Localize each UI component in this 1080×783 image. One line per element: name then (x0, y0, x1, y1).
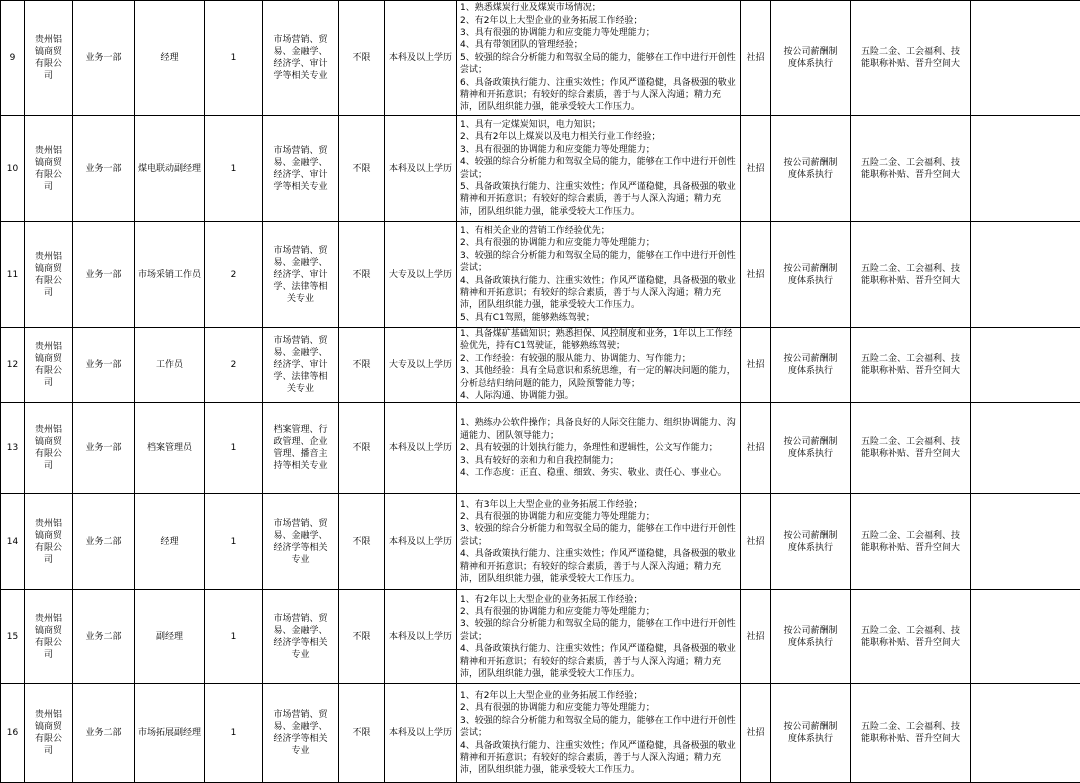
cell-company (25, 1, 73, 116)
cell-requirements-text: 1、熟悉煤炭行业及煤炭市场情况； 2、有2年以上大型企业的业务拓展工作经验； 3、具有很强的协调能力和应变能力等处理能力； 4、具有带领团队的管理经验； 5、较强的综合分析能力和驾驭全局的能力，能够在工作中进行开创性尝试； 6、具备政策执行能力、注重实效性；作风严谨稳健，具备极强的敬业精神和开拓意识；有较好的综合素质，善于与人深入沟通；精力充沛，团队组织能力强，能承受较大工作压力。 (460, 3, 736, 112)
cell-position (135, 328, 205, 403)
cell-position-text: 经理 (160, 537, 178, 547)
cell-position (135, 590, 205, 684)
cell-position-text: 煤电联动副经理 (138, 164, 201, 174)
cell-recruit-method (741, 494, 771, 590)
cell-salary (771, 328, 851, 403)
cell-age-text: 不限 (352, 443, 370, 453)
cell-headcount (205, 116, 263, 222)
cell-recruit-method (741, 222, 771, 328)
cell-salary (771, 1, 851, 116)
cell-education (385, 684, 457, 783)
cell-headcount-text: 1 (231, 164, 237, 174)
cell-department (73, 494, 135, 590)
cell-benefits (851, 684, 971, 783)
cell-age (339, 1, 385, 116)
cell-benefits-text: 五险二金、工会福利、技能职称补贴、晋升空间大 (861, 722, 960, 744)
cell-remark (971, 403, 1080, 494)
cell-education (385, 222, 457, 328)
cell-requirements (457, 494, 741, 590)
cell-company (25, 494, 73, 590)
cell-major (263, 1, 339, 116)
cell-benefits-text: 五险二金、工会福利、技能职称补贴、晋升空间大 (861, 354, 960, 376)
cell-major-text: 市场营销、贸易、金融学、经济学、审计学等相关专业 (273, 146, 327, 192)
cell-age (339, 222, 385, 328)
cell-requirements-text: 1、有相关企业的营销工作经验优先； 2、具有很强的协调能力和应变能力等处理能力； 3、较强的综合分析能力和驾驭全局的能力，能够在工作中进行开创性尝试； 4、具备政策执行能力、注重实效性；作风严谨稳健，具备极强的敬业精神和开拓意识；有较好的综合素质，善于与人深入沟通；精力充沛，团队组织能力强，能承受较大工作压力。 5、具有C1驾照，能够熟练驾驶； (460, 226, 736, 323)
cell-recruit-method-text: 社招 (746, 443, 764, 453)
cell-department (73, 1, 135, 116)
cell-recruit-method (741, 590, 771, 684)
cell-salary-text: 按公司薪酬制度体系执行 (783, 626, 837, 648)
cell-salary (771, 684, 851, 783)
cell-remark (971, 684, 1080, 783)
cell-salary-text: 按公司薪酬制度体系执行 (783, 437, 837, 459)
cell-age-text: 不限 (352, 164, 370, 174)
cell-benefits (851, 494, 971, 590)
cell-position (135, 494, 205, 590)
cell-requirements-text: 1、具有一定煤炭知识，电力知识； 2、具有2年以上煤炭以及电力相关行业工作经验； 3、具有很强的协调能力和应变能力等处理能力； 4、较强的综合分析能力和驾驭全局的能力，能够在工作中进行开创性尝试； 5、具备政策执行能力、注重实效性；作风严谨稳健，具备极强的敬业精神和开拓意识；有较好的综合素质，善于与人深入沟通；精力充沛，团队组织能力强，能承受较大工作压力。 (460, 120, 736, 217)
cell-benefits (851, 590, 971, 684)
cell-salary-text: 按公司薪酬制度体系执行 (783, 531, 837, 553)
cell-department-text: 业务二部 (85, 537, 121, 547)
cell-major-text: 市场营销、贸易、金融学、经济学等相关专业 (273, 614, 327, 660)
cell-company-text: 贵州铝镐商贸有限公司 (35, 710, 62, 756)
cell-headcount (205, 590, 263, 684)
cell-number-text: 11 (7, 270, 18, 280)
cell-number-text: 16 (7, 728, 18, 738)
cell-benefits-text: 五险二金、工会福利、技能职称补贴、晋升空间大 (861, 626, 960, 648)
cell-headcount-text: 1 (231, 53, 237, 63)
cell-requirements-text: 1、有2年以上大型企业的业务拓展工作经验； 2、具有很强的协调能力和应变能力等处理能力； 3、较强的综合分析能力和驾驭全局的能力，能够在工作中进行开创性尝试； 4、具备政策执行能力、注重实效性；作风严谨稳健，具备极强的敬业精神和开拓意识；有较好的综合素质，善于与人深入沟通；精力充沛，团队组织能力强，能承受较大工作压力。 (460, 595, 736, 679)
cell-remark (971, 1, 1080, 116)
cell-major-text: 市场营销、贸易、金融学、经济学、审计学、法律等相关专业 (273, 336, 327, 394)
cell-headcount-text: 1 (231, 537, 237, 547)
cell-company-text: 贵州铝镐商贸有限公司 (35, 252, 62, 298)
cell-number-text: 15 (7, 632, 18, 642)
cell-company-text: 贵州铝镐商贸有限公司 (35, 519, 62, 565)
cell-major (263, 590, 339, 684)
cell-number (1, 590, 25, 684)
cell-number (1, 1, 25, 116)
cell-company (25, 116, 73, 222)
cell-recruit-method-text: 社招 (746, 270, 764, 280)
cell-education (385, 328, 457, 403)
cell-company (25, 403, 73, 494)
table-row (1, 684, 1080, 783)
cell-education (385, 1, 457, 116)
cell-company (25, 328, 73, 403)
cell-age-text: 不限 (352, 728, 370, 738)
cell-department-text: 业务二部 (85, 632, 121, 642)
cell-salary (771, 494, 851, 590)
cell-salary (771, 116, 851, 222)
cell-recruit-method (741, 1, 771, 116)
cell-department-text: 业务一部 (85, 443, 121, 453)
cell-position (135, 222, 205, 328)
cell-recruit-method (741, 116, 771, 222)
cell-recruit-method (741, 684, 771, 783)
cell-salary-text: 按公司薪酬制度体系执行 (783, 158, 837, 180)
cell-position (135, 116, 205, 222)
cell-benefits-text: 五险二金、工会福利、技能职称补贴、晋升空间大 (861, 437, 960, 459)
cell-recruit-method-text: 社招 (746, 728, 764, 738)
cell-requirements (457, 222, 741, 328)
cell-company-text: 贵州铝镐商贸有限公司 (35, 35, 62, 81)
cell-benefits-text: 五险二金、工会福利、技能职称补贴、晋升空间大 (861, 158, 960, 180)
cell-major-text: 市场营销、贸易、金融学、经济学等相关专业 (273, 519, 327, 565)
cell-salary-text: 按公司薪酬制度体系执行 (783, 354, 837, 376)
cell-requirements (457, 403, 741, 494)
cell-education-text: 本科及以上学历 (389, 632, 452, 642)
cell-major (263, 403, 339, 494)
cell-salary-text: 按公司薪酬制度体系执行 (783, 264, 837, 286)
cell-requirements-text: 1、熟练办公软件操作；具备良好的人际交往能力、组织协调能力、沟通能力、团队领导能力； 2、具有较强的计划执行能力，条理性和逻辑性，公文写作能力； 3、具有较好的亲和力和自我控制能力； 4、工作态度：正直、稳重、细致、务实、敬业、责任心、事业心。 (460, 418, 736, 478)
cell-requirements (457, 684, 741, 783)
cell-remark (971, 590, 1080, 684)
cell-department (73, 403, 135, 494)
cell-headcount-text: 1 (231, 728, 237, 738)
cell-department (73, 328, 135, 403)
cell-requirements (457, 1, 741, 116)
cell-major (263, 494, 339, 590)
cell-headcount (205, 222, 263, 328)
cell-salary-text: 按公司薪酬制度体系执行 (783, 47, 837, 69)
cell-age-text: 不限 (352, 537, 370, 547)
cell-education-text: 本科及以上学历 (389, 537, 452, 547)
cell-major-text: 档案管理、行政管理、企业管理、播音主持等相关专业 (273, 425, 327, 471)
cell-age (339, 494, 385, 590)
cell-number-text: 14 (7, 537, 18, 547)
cell-benefits (851, 403, 971, 494)
cell-position-text: 经理 (160, 53, 178, 63)
cell-requirements (457, 116, 741, 222)
table-row (1, 403, 1080, 494)
cell-position (135, 684, 205, 783)
cell-age-text: 不限 (352, 360, 370, 370)
cell-company (25, 590, 73, 684)
cell-age (339, 328, 385, 403)
cell-benefits (851, 328, 971, 403)
cell-department-text: 业务一部 (85, 53, 121, 63)
cell-headcount (205, 328, 263, 403)
cell-number-text: 13 (7, 443, 18, 453)
cell-requirements-text: 1、有3年以上大型企业的业务拓展工作经验； 2、具有很强的协调能力和应变能力等处理能力； 3、较强的综合分析能力和驾驭全局的能力，能够在工作中进行开创性尝试； 4、具备政策执行能力、注重实效性；作风严谨稳健，具备极强的敬业精神和开拓意识；有较好的综合素质，善于与人深入沟通；精力充沛，团队组织能力强，能承受较大工作压力。 (460, 500, 736, 584)
cell-company-text: 贵州铝镐商贸有限公司 (35, 425, 62, 471)
cell-headcount (205, 1, 263, 116)
cell-education-text: 本科及以上学历 (389, 443, 452, 453)
cell-age-text: 不限 (352, 53, 370, 63)
cell-education-text: 本科及以上学历 (389, 728, 452, 738)
cell-recruit-method-text: 社招 (746, 360, 764, 370)
cell-remark (971, 222, 1080, 328)
cell-major-text: 市场营销、贸易、金融学、经济学、审计学等相关专业 (273, 35, 327, 81)
cell-recruit-method-text: 社招 (746, 164, 764, 174)
cell-recruit-method-text: 社招 (746, 632, 764, 642)
cell-headcount-text: 1 (231, 443, 237, 453)
cell-education (385, 116, 457, 222)
cell-recruit-method-text: 社招 (746, 53, 764, 63)
cell-age (339, 116, 385, 222)
cell-age (339, 403, 385, 494)
cell-position-text: 档案管理员 (147, 443, 192, 453)
cell-number-text: 10 (7, 164, 18, 174)
cell-department (73, 684, 135, 783)
cell-headcount (205, 403, 263, 494)
cell-major-text: 市场营销、贸易、金融学、经济学等相关专业 (273, 710, 327, 756)
cell-major (263, 328, 339, 403)
cell-number (1, 684, 25, 783)
cell-headcount-text: 2 (231, 270, 237, 280)
cell-department-text: 业务二部 (85, 728, 121, 738)
cell-headcount (205, 494, 263, 590)
cell-remark (971, 328, 1080, 403)
cell-number-text: 9 (10, 53, 16, 63)
cell-requirements (457, 590, 741, 684)
cell-position-text: 市场采销工作员 (138, 270, 201, 280)
cell-position-text: 工作员 (156, 360, 183, 370)
table-row (1, 1, 1080, 116)
cell-department-text: 业务一部 (85, 270, 121, 280)
cell-salary (771, 590, 851, 684)
cell-recruit-method (741, 403, 771, 494)
cell-education (385, 590, 457, 684)
cell-recruit-method-text: 社招 (746, 537, 764, 547)
cell-position-text: 市场拓展副经理 (138, 728, 201, 738)
cell-company-text: 贵州铝镐商贸有限公司 (35, 342, 62, 388)
cell-requirements (457, 328, 741, 403)
cell-benefits-text: 五险二金、工会福利、技能职称补贴、晋升空间大 (861, 47, 960, 69)
cell-headcount-text: 1 (231, 632, 237, 642)
cell-company-text: 贵州铝镐商贸有限公司 (35, 614, 62, 660)
cell-number (1, 116, 25, 222)
cell-company-text: 贵州铝镐商贸有限公司 (35, 146, 62, 192)
cell-salary-text: 按公司薪酬制度体系执行 (783, 722, 837, 744)
cell-education (385, 403, 457, 494)
cell-education (385, 494, 457, 590)
cell-major (263, 684, 339, 783)
cell-major (263, 116, 339, 222)
cell-company (25, 684, 73, 783)
cell-requirements-text: 1、有2年以上大型企业的业务拓展工作经验； 2、具有很强的协调能力和应变能力等处理能力； 3、较强的综合分析能力和驾驭全局的能力，能够在工作中进行开创性尝试； 4、具备政策执行能力、注重实效性；作风严谨稳健，具备极强的敬业精神和开拓意识；有较好的综合素质，善于与人深入沟通；精力充沛，团队组织能力强，能承受较大工作压力。 (460, 691, 736, 775)
cell-headcount (205, 684, 263, 783)
cell-number (1, 222, 25, 328)
cell-headcount-text: 2 (231, 360, 237, 370)
table-body (1, 1, 1080, 783)
cell-age (339, 684, 385, 783)
table-row (1, 590, 1080, 684)
cell-position (135, 403, 205, 494)
cell-department-text: 业务一部 (85, 360, 121, 370)
cell-department-text: 业务一部 (85, 164, 121, 174)
cell-benefits (851, 1, 971, 116)
cell-age-text: 不限 (352, 270, 370, 280)
table-row (1, 116, 1080, 222)
cell-education-text: 本科及以上学历 (389, 164, 452, 174)
cell-benefits-text: 五险二金、工会福利、技能职称补贴、晋升空间大 (861, 531, 960, 553)
cell-requirements-text: 1、具备煤矿基础知识；熟悉担保、风控制度和业务，1年以上工作经验优先，持有C1驾驶证，能够熟练驾驶； 2、工作经验：有较强的服从能力、协调能力、写作能力； 3、其他经验：具有全局意识和系统思维，有一定的解决问题的能力，分析总结归纳问题的能力，风险预警能力等； 4、人际沟通、协调能力强。 (460, 329, 736, 401)
cell-salary (771, 222, 851, 328)
cell-education-text: 本科及以上学历 (389, 53, 452, 63)
cell-recruit-method (741, 328, 771, 403)
cell-position-text: 副经理 (156, 632, 183, 642)
cell-number (1, 328, 25, 403)
cell-major-text: 市场营销、贸易、金融学、经济学、审计学、法律等相关专业 (273, 246, 327, 304)
cell-education-text: 大专及以上学历 (389, 270, 452, 280)
cell-benefits-text: 五险二金、工会福利、技能职称补贴、晋升空间大 (861, 264, 960, 286)
cell-benefits (851, 222, 971, 328)
cell-number (1, 494, 25, 590)
cell-department (73, 116, 135, 222)
cell-salary (771, 403, 851, 494)
cell-remark (971, 116, 1080, 222)
table-row (1, 328, 1080, 403)
cell-position (135, 1, 205, 116)
cell-remark (971, 494, 1080, 590)
cell-company (25, 222, 73, 328)
cell-department (73, 222, 135, 328)
cell-benefits (851, 116, 971, 222)
cell-major (263, 222, 339, 328)
table-row (1, 222, 1080, 328)
cell-department (73, 590, 135, 684)
table-row (1, 494, 1080, 590)
cell-age-text: 不限 (352, 632, 370, 642)
cell-number-text: 12 (7, 360, 18, 370)
cell-age (339, 590, 385, 684)
cell-education-text: 大专及以上学历 (389, 360, 452, 370)
cell-number (1, 403, 25, 494)
